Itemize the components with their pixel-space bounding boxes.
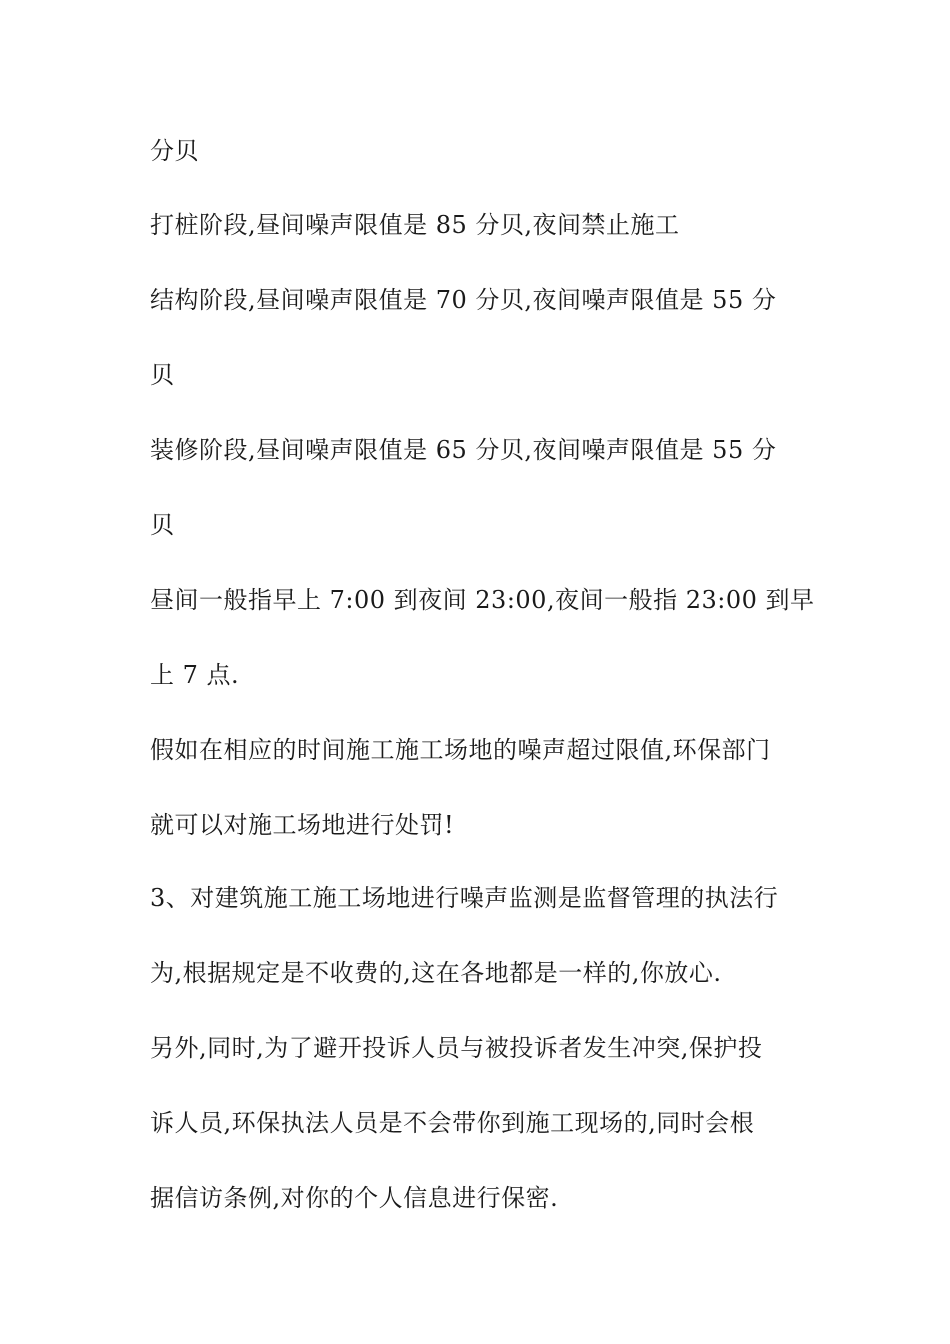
- text-line-4: 贝: [150, 361, 175, 389]
- text-line-12: 为,根据规定是不收费的,这在各地都是一样的,你放心.: [150, 959, 722, 987]
- text-line-2: 打桩阶段,昼间噪声限值是 85 分贝,夜间禁止施工: [150, 211, 680, 239]
- text-line-15: 据信访条例,对你的个人信息进行保密.: [150, 1184, 559, 1212]
- text-line-13: 另外,同时,为了避开投诉人员与被投诉者发生冲突,保护投: [150, 1034, 763, 1062]
- text-line-10: 就可以对施工场地进行处罚!: [150, 811, 455, 839]
- text-line-14: 诉人员,环保执法人员是不会带你到施工现场的,同时会根: [150, 1109, 755, 1137]
- text-line-6: 贝: [150, 511, 175, 539]
- text-line-9: 假如在相应的时间施工施工场地的噪声超过限值,环保部门: [150, 736, 771, 764]
- text-line-11: 3、对建筑施工施工场地进行噪声监测是监督管理的执法行: [150, 884, 779, 912]
- text-line-5: 装修阶段,昼间噪声限值是 65 分贝,夜间噪声限值是 55 分: [150, 436, 777, 464]
- text-line-1: 分贝: [150, 137, 199, 165]
- text-line-3: 结构阶段,昼间噪声限值是 70 分贝,夜间噪声限值是 55 分: [150, 286, 777, 314]
- text-line-8: 上 7 点.: [150, 661, 240, 689]
- text-line-7: 昼间一般指早上 7:00 到夜间 23:00,夜间一般指 23:00 到早: [150, 586, 815, 614]
